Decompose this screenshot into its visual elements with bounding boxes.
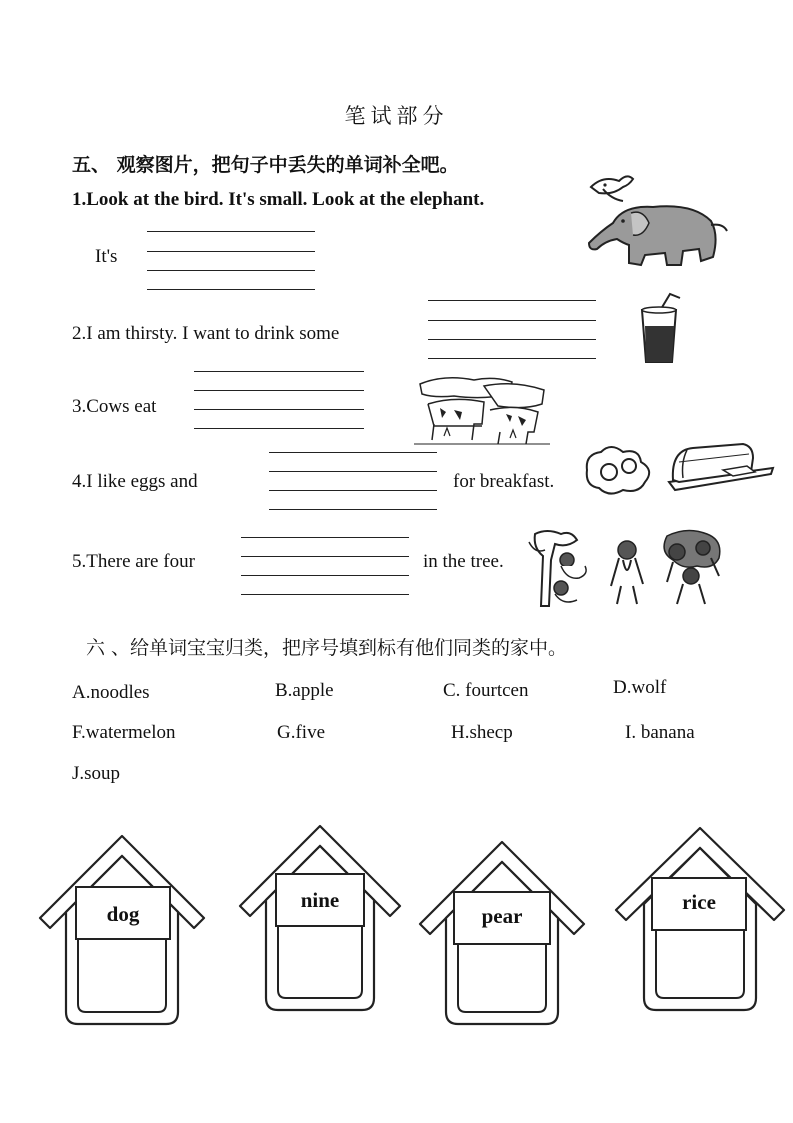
question-1-prefix: It's xyxy=(95,246,118,267)
question-4-text: 4.I like eggs and xyxy=(72,471,198,492)
option-i: I. banana xyxy=(625,722,695,743)
glass-of-drink-illustration xyxy=(636,292,692,366)
option-h: H.shecp xyxy=(451,722,513,743)
page-title: 笔试部分 xyxy=(344,104,449,128)
option-j: J.soup xyxy=(72,763,121,784)
eggs-and-bread-illustration xyxy=(583,440,775,498)
option-g: G.five xyxy=(277,722,326,743)
house-label-pear: pear xyxy=(481,904,523,928)
house-pear[interactable] xyxy=(418,838,588,1028)
house-label-rice: rice xyxy=(682,890,716,914)
option-b: B.apple xyxy=(275,680,334,701)
option-d: D.wolf xyxy=(613,677,667,698)
question-5-text: 5.There are four xyxy=(72,551,195,572)
question-1-text: 1.Look at the bird. It's small. Look at the elephant. xyxy=(72,189,485,210)
house-label-nine: nine xyxy=(300,888,340,912)
question-5-suffix: in the tree. xyxy=(423,551,504,572)
house-label-dog: dog xyxy=(106,902,140,926)
question-2-text: 2.I am thirsty. I want to drink some xyxy=(72,323,340,344)
monkeys-in-tree-illustration xyxy=(527,526,725,610)
question-4-suffix: for breakfast. xyxy=(453,471,555,492)
house-dog[interactable] xyxy=(38,832,208,1028)
option-f: F.watermelon xyxy=(72,722,176,743)
section-5-heading: 五、 观察图片，把句子中丢失的单词补全吧。 xyxy=(72,154,459,176)
option-a: A.noodles xyxy=(72,682,150,703)
bird-and-elephant-illustration xyxy=(583,165,733,273)
cows-eating-grass-illustration xyxy=(414,370,550,446)
option-c: C. fourtcen xyxy=(443,680,529,701)
house-rice[interactable] xyxy=(614,824,786,1014)
question-3-text: 3.Cows eat xyxy=(72,396,157,417)
house-nine[interactable] xyxy=(238,822,402,1014)
section-6-heading: 六 、给单词宝宝归类，把序号填到标有他们同类的家中。 xyxy=(86,637,568,659)
